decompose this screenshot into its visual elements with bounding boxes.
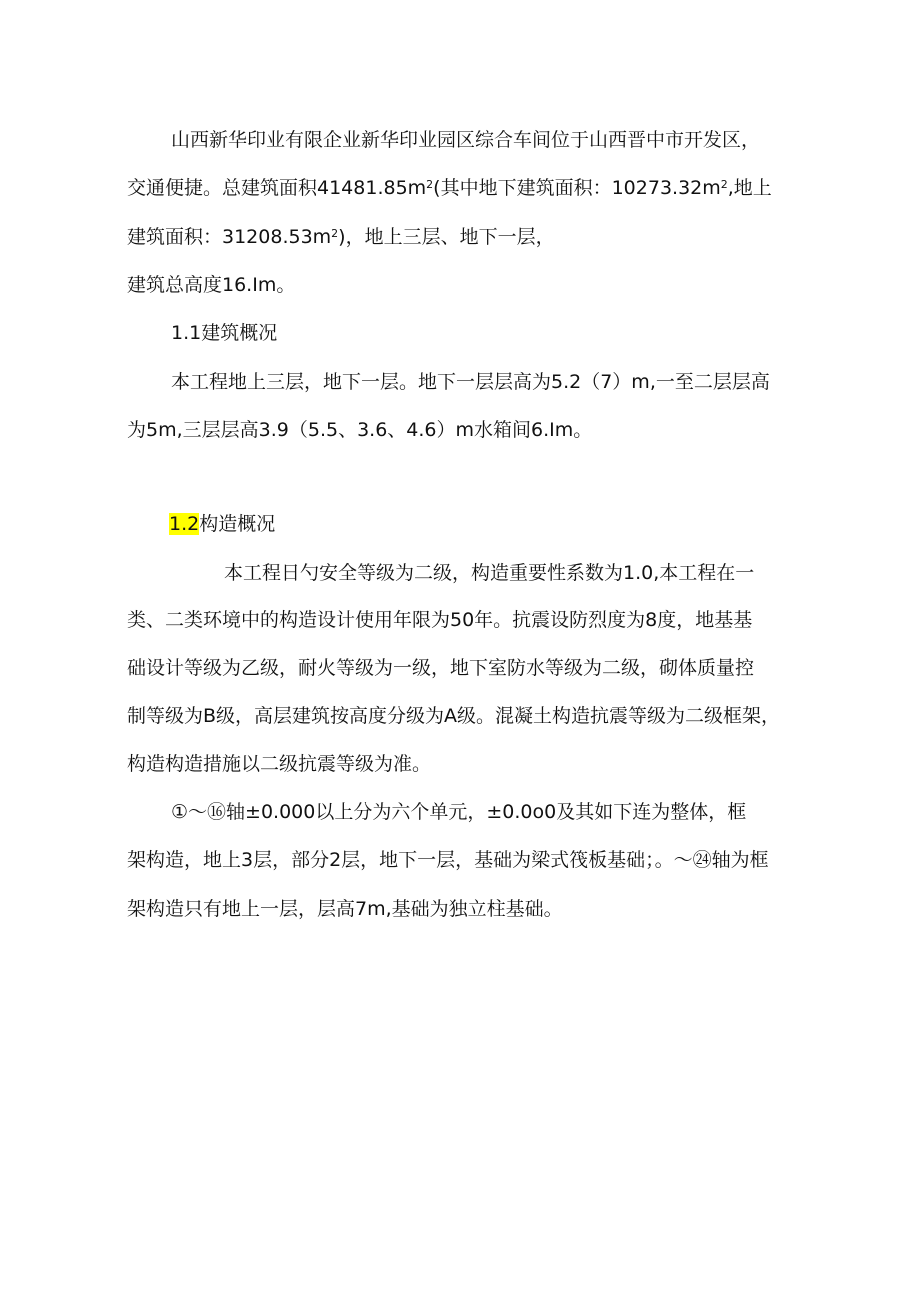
section-1-1-text-2: 为5m,三层层高3.9（5.5、3.6、4.6）m水箱间6.Im。 bbox=[127, 419, 593, 441]
intro-text-2c: ,地上 bbox=[727, 177, 772, 199]
section-1-2-p1-line-3 bbox=[127, 655, 754, 681]
intro-text-2a: 交通便捷。总建筑面积41481.85m bbox=[127, 177, 427, 199]
section-1-2-p1-line-2 bbox=[127, 607, 752, 633]
superscript-2: 2 bbox=[720, 178, 728, 191]
intro-line-1 bbox=[171, 127, 760, 153]
section-1-1-line-1 bbox=[171, 369, 770, 395]
section-1-1-heading bbox=[171, 320, 277, 346]
section-1-2-p1-line-4 bbox=[127, 703, 780, 729]
section-1-1-line-2 bbox=[127, 417, 592, 443]
section-1-2-p1-line-5 bbox=[127, 751, 431, 777]
highlighted-section-number: 1.2 bbox=[169, 513, 200, 535]
superscript-2: 2 bbox=[331, 227, 339, 240]
section-1-2-text-3: 础设计等级为乙级，耐火等级为一级，地下室防水等级为二级，砌体质量控 bbox=[127, 657, 755, 679]
intro-text-4: 建筑总高度16.Im。 bbox=[127, 274, 296, 296]
intro-text-1: 山西新华印业有限企业新华印业园区综合车间位于山西晋中市开发区， bbox=[171, 129, 761, 151]
section-1-2-p1-line-1 bbox=[224, 560, 754, 586]
intro-line-3 bbox=[127, 224, 555, 250]
intro-text-2b: (其中地下建筑面积：10273.32m bbox=[433, 177, 721, 199]
section-1-2-p2-line-2 bbox=[127, 847, 769, 873]
section-1-2-text-8: 架构造只有地上一层，层高7m,基础为独立柱基础。 bbox=[127, 898, 563, 920]
intro-text-3a: 建筑面积：31208.53m bbox=[127, 226, 332, 248]
section-1-2-text-6: ①〜⑯轴±0.000以上分为六个单元，±0.0o0及其如下连为整体，框 bbox=[171, 801, 747, 823]
section-1-2-text-7: 架构造，地上3层，部分2层，地下一层，基础为梁式筏板基础；。〜㉔轴为框 bbox=[127, 849, 769, 871]
intro-line-2 bbox=[127, 175, 772, 201]
section-1-2-p2-line-1 bbox=[171, 799, 746, 825]
section-1-1-title: 1.1建筑概况 bbox=[171, 322, 278, 344]
section-1-2-text-1: 本工程日勺安全等级为二级，构造重要性系数为1.0,本工程在一 bbox=[224, 562, 755, 584]
intro-line-4 bbox=[127, 272, 295, 298]
superscript-2: 2 bbox=[426, 178, 434, 191]
section-1-2-text-4: 制等级为B级，高层建筑按高度分级为A级。混凝土构造抗震等级为二级框架， bbox=[127, 705, 781, 727]
section-1-2-title: 构造概况 bbox=[199, 513, 276, 535]
section-1-2-p2-line-3 bbox=[127, 896, 563, 922]
intro-text-3b: )，地上三层、地下一层， bbox=[338, 226, 555, 248]
section-1-2-text-2: 类、二类环境中的构造设计使用年限为50年。抗震设防烈度为8度，地基基 bbox=[127, 609, 753, 631]
section-1-2-text-5: 构造构造措施以二级抗震等级为准。 bbox=[127, 753, 432, 775]
section-1-1-text-1: 本工程地上三层，地下一层。地下一层层高为5.2（7）m,一至二层层高 bbox=[171, 371, 770, 393]
section-1-2-heading bbox=[169, 511, 275, 537]
